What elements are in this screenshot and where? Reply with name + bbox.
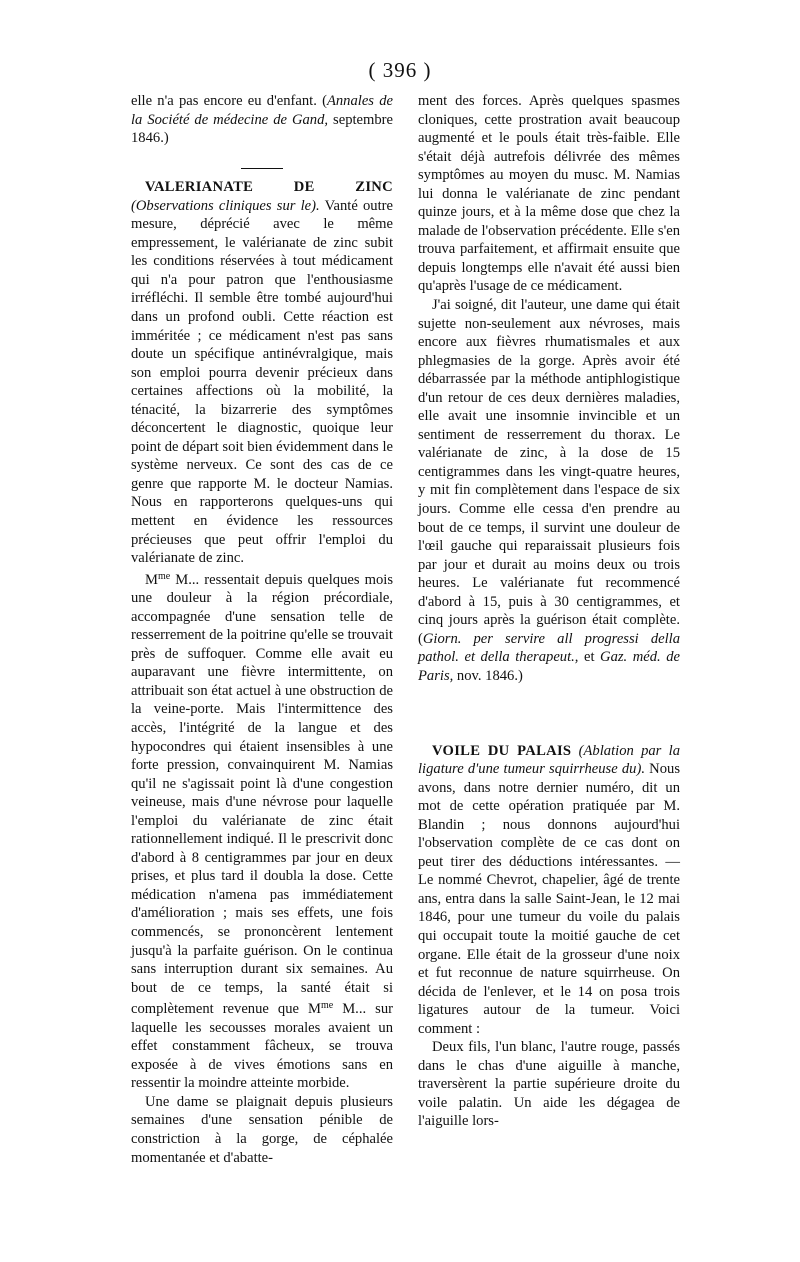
last-paragraph: Deux fils, l'un blanc, l'autre rouge, passés dans le chas d'une aiguille à manche, traversèrent la partie supérieure droite du voile palatin. Un aide les dégagea de l'aiguille lors- — [418, 1039, 680, 1130]
left-column — [131, 92, 393, 1167]
page-number: ( 396 ) — [368, 58, 432, 82]
right-column — [418, 92, 680, 1131]
gazette-reference: Gaz. méd. de Paris, — [418, 649, 680, 684]
journal-reference: Annales de la Société de médecine de Gand, — [131, 93, 393, 128]
article-subtitle: (Observations cliniques sur le). — [131, 197, 320, 214]
article-heading-voile: VOILE DU PALAIS — [432, 742, 572, 759]
case-one-paragraph: $M^{me}$ M... ressentait depuis quelques mois une douleur à la région précordiale, accompagnée d'une sensation telle de resserrement de la poitrine qu'elle se trouvait près de suffoquer. Comme elle avait eu auparavant une fièvre intermittente, on attribuait son état actuel à une obstruction de la veine-porte. Mais l'intermittence des accès, l'intégrité de la langue et des hypocondres qui étaient insensibles à une forte pression, convainquirent M. Namias qu'il ne s'agissait point là d'une congestion veineuse, mais d'une névrose pour laquelle l'emploi du valérianate de zinc était rationnellement indiqué. Il le prescrivit donc d'abord à 8 centigrammes par jour en deux prises, et plus tard il doubla la dose. Cette médication n'amena pas immédiatement d'amélioration ; mais ses effets, une fois commencés, se prononcèrent lentement jusqu'à la parfaite guérison. On le continua sans interruption durant six semaines. Au bout de ce temps, la santé était si complètement revenue que $M^{me}$ M... sur laquelle les secousses morales avaient un effet constamment fâcheux, se trouva exposée à de vives émotions sans en ressentir la moindre atteinte morbide. — [131, 570, 393, 1092]
valerianate-article: VALERIANATE DE ZINC (Observations cliniques sur le). Vanté outre mesure, déprécié avec le même empressement, le valérianate de zinc subit les conditions réservées à tout médicament qui n'a pour patron que l'enthousiasme irréfléchi. Il semble être tombé aujourd'hui dans un profond oubli. Cette réaction est imméritée ; ce médicament n'est pas sans doute un spécifique antinévralgique, mais son emploi pourra devenir précieux dans certaines affections où la mobilité, la ténacité, la bizarrerie des symptômes déconcertent le diagnostic, quoique leur point de départ soit bien évidemment dans le système nerveux. Ce sont des cas de ce genre que rapporte M. le docteur Namias. Nous en rapporterons quelques-uns qui mettent en évidence les ressources précieuses que peut offrir l'emploi du valérianate de zinc. — [131, 179, 393, 567]
article-subtitle-voile: (Ablation par la ligature d'une tumeur squirrheuse du). — [418, 742, 680, 778]
section-divider — [241, 168, 283, 170]
section-gap — [418, 686, 680, 742]
case-two-paragraph: Une dame se plaignait depuis plusieurs semaines d'une sensation pénible de constriction à la gorge, de céphalée momentanée et d'abatte- — [131, 1093, 393, 1166]
italian-journal-reference: Giorn. per servire all progressi della pathol. et della therapeut., — [418, 630, 680, 666]
opening-paragraph: elle n'a pas encore eu d'enfant. (Annales de la Société de médecine de Gand, septembre 1846.) — [131, 93, 394, 147]
voile-article: VOILE DU PALAIS (Ablation par la ligature d'une tumeur squirrheuse du). Nous avons, dans notre dernier numéro, dit un mot de cette opération pratiquée par M. Blandin ; nous donnons aujourd'hui l'observation complète de ce cas dont on peut tirer des déductions intéressantes. — Le nommé Chevrot, chapelier, âgé de trente ans, entra dans la salle Saint-Jean, le 12 mai 1846, pour une tumeur du voile du palais qui occupait toute la moitié gauche de cet organe. Elle était de la grosseur d'une noix et fut reconnue de nature squirrheuse. On décida de l'enlever, et le 14 on posa trois ligatures autour de la tumeur. Voici comment : — [418, 742, 680, 1037]
case-two-continuation: ment des forces. Après quelques spasmes cloniques, cette prostration avait beaucoup augmenté et le pouls était très-faible. Elle s'était déjà autrefois délivrée des mêmes symptômes au moyen du musc. M. Namias lui donna le valérianate de zinc pendant quinze jours, et à la même dose que chez la malade de l'observation précédente. Elle s'en trouva parfaitement, et affirmait ensuite que depuis longtemps elle n'avait été aussi bien qu'après l'usage de ce médicament. — [418, 93, 680, 295]
case-three-paragraph: J'ai soigné, dit l'auteur, une dame qui était sujette non-seulement aux névroses, mais encore aux fièvres rhumatismales et aux phlegmasies de la gorge. Après avoir été débarrassée par la méthode antiphlogistique d'un retour de ces deux dernières maladies, elle avait une insomnie invincible et un sentiment de resserrement du thorax. Le valérianate de zinc, à la dose de 15 centigrammes dans les vingt-quatre heures, y mit fin complètement dans l'espace de six jours. Comme elle cessa d'en prendre au bout de ce temps, il survint une douleur de l'œil gauche qui reparaissait plusieurs fois par jour et durait au moins deux ou trois heures. Le valérianate fut recommencé d'abord à 15, puis à 30 centigrammes, et cinq jours après la guérison était complète. (Giorn. per servire all progressi della pathol. et della therapeut., et Gaz. méd. de Paris, nov. 1846.) — [418, 297, 680, 684]
article-heading-valerianate: VALERIANATE DE ZINC — [145, 179, 393, 196]
